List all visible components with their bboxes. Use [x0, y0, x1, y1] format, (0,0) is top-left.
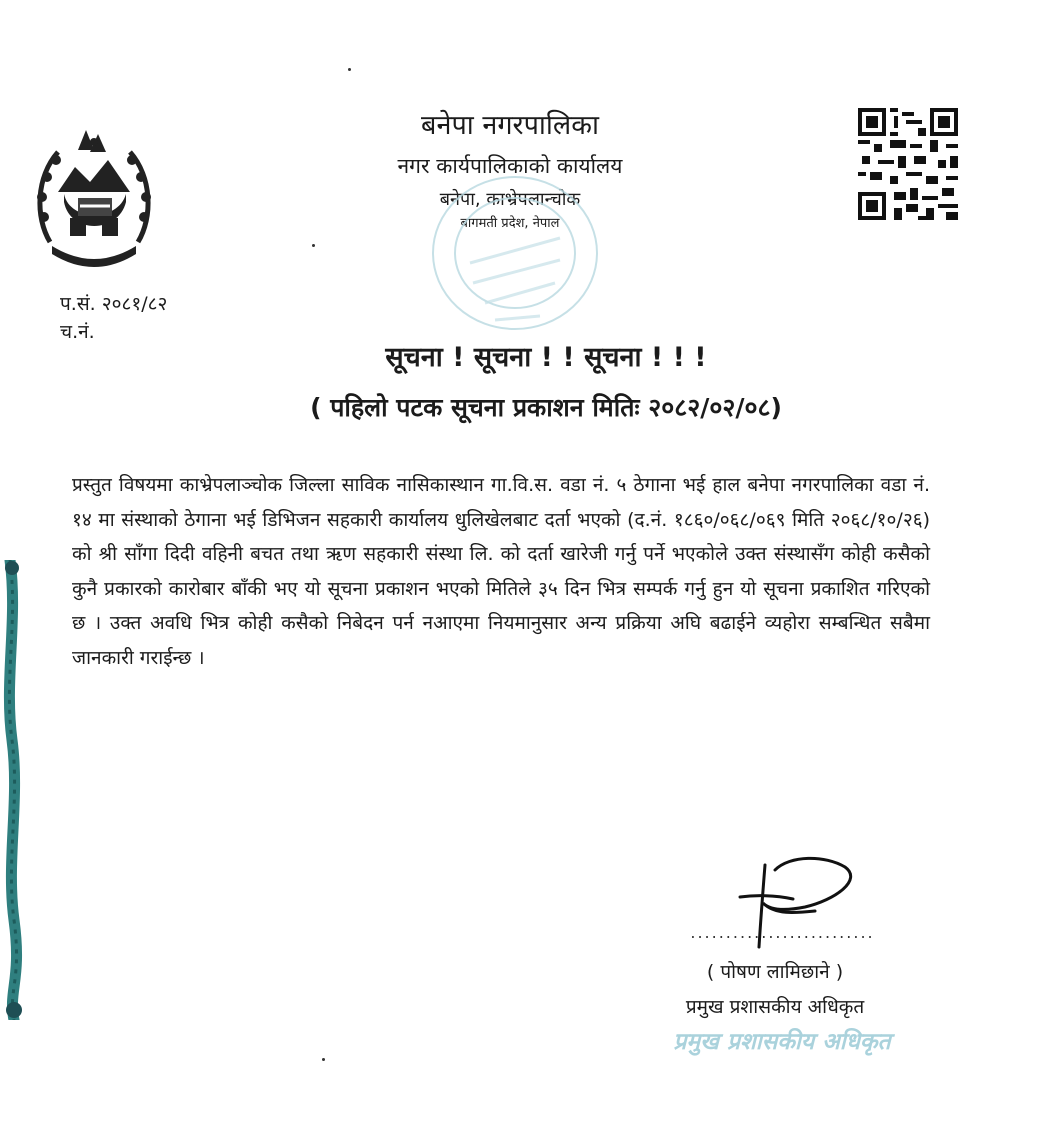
speck: [322, 1058, 325, 1061]
speck: [312, 244, 315, 247]
qr-code-icon: [858, 108, 958, 220]
nepal-government-emblem-icon: [30, 122, 158, 272]
dispatch-number: च.नं.: [60, 321, 95, 343]
signatory-name: ( पोषण लामिछाने ): [706, 961, 844, 983]
province-line: बागमती प्रदेश, नेपाल: [460, 216, 560, 231]
organization-name: बनेपा नगरपालिका: [421, 110, 599, 141]
notice-title: सूचना ! सूचना ! ! सूचना ! ! !: [385, 342, 707, 373]
office-seal-stamp: [425, 168, 605, 338]
designation-stamp: प्रमुख प्रशासकीय अधिकृत: [673, 1029, 891, 1055]
binding-string: [0, 560, 28, 1020]
office-location: बनेपा, काभ्रेपलान्चोक: [439, 189, 581, 210]
signatory-designation: प्रमुख प्रशासकीय अधिकृत: [685, 996, 865, 1018]
speck: [348, 68, 351, 71]
signature-line: ..........................: [690, 923, 875, 942]
notice-body: प्रस्तुत विषयमा काभ्रेपलाञ्चोक जिल्ला साविक नासिकास्थान गा.वि.स. वडा नं. ५ ठेगाना भई हाल बनेपा नगरपालिका वडा नं. १४ मा संस्थाको ठेगाना भई डिभिजन सहकारी कार्यालय धुलिखेलबाट दर्ता भएको (द.नं. १८६०/०६८/०६९ मिति २०६८/१०/२६) को श्री साँगा दिदी वहिनी बचत तथा ऋण सहकारी संस्था लि. को दर्ता खारेजी गर्नु पर्ने भएकोले उक्त संस्थासँग कोही कसैको कुनै प्रकारको कारोबार बाँकी भए यो सूचना प्रकाशन भएको मितिले ३५ दिन भित्र सम्पर्क गर्नु हुन यो सूचना प्रकाशित गरिएको छ । उक्त अवधि भित्र कोही कसैको निबेदन पर्न नआएमा नियमानुसार अन्य प्रक्रिया अघि बढाईने व्यहोरा सम्बन्धित सबैमा जानकारी गराईन्छ ।: [72, 474, 930, 669]
publish-date-line: ( पहिलो पटक सूचना प्रकाशन मितिः २०८२/०२/०८): [310, 393, 782, 422]
office-name: नगर कार्यपालिकाको कार्यालय: [397, 154, 623, 178]
fiscal-year-ref: प.सं. २०८१/८२: [60, 293, 168, 315]
